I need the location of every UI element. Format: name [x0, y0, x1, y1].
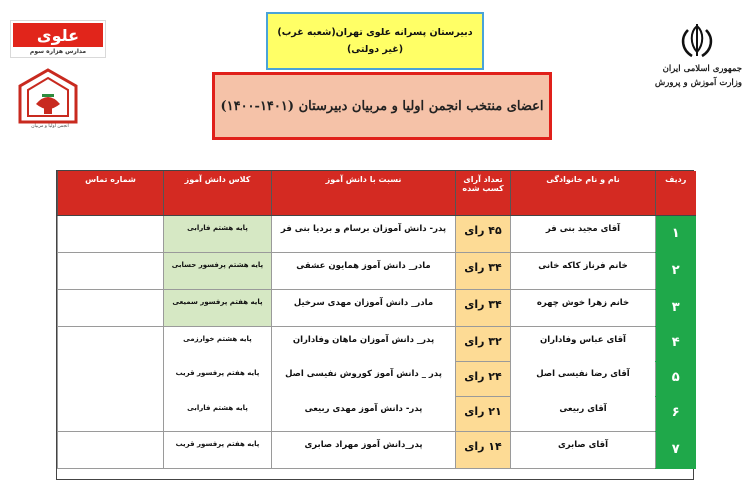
- table-row: [58, 289, 696, 326]
- header-votes: تعداد آرای کسب شده: [456, 171, 511, 215]
- row-name: آقای ربیعی: [511, 396, 656, 431]
- row-index: ۳: [656, 289, 696, 326]
- row-class: پایه هفتم پرفسور سمیعی: [164, 289, 272, 326]
- row-class: پایه هفتم پرفسور قریب: [164, 361, 272, 396]
- table-row: [58, 396, 696, 431]
- page-title-box: [212, 72, 552, 140]
- row-relation: پدر- دانش آموزان برسام و بردیا بنی فر: [272, 215, 456, 252]
- alavi-emblem-graphic: [18, 68, 78, 124]
- row-index: ۴: [656, 326, 696, 361]
- row-relation: پدر_ دانش آموزان ماهان وفاداران: [272, 326, 456, 361]
- row-relation: پدر- دانش آموز مهدی ربیعی: [272, 396, 456, 431]
- header-index: ردیف: [656, 171, 696, 215]
- row-class: پایه هشتم فارابی: [164, 215, 272, 252]
- school-type: (غیر دولتی): [346, 44, 404, 55]
- header-class: کلاس دانش آموز: [164, 171, 272, 215]
- row-phone: [58, 431, 164, 468]
- row-class: پایه هشتم پرفسور حسابی: [164, 252, 272, 289]
- row-votes: ۳۴ رای: [456, 252, 511, 289]
- gov-line-2: وزارت آموزش و پرورش: [654, 78, 742, 88]
- school-header-box: [266, 12, 484, 70]
- row-index: ۲: [656, 252, 696, 289]
- row-relation: مادر_ دانش آموزان مهدی سرخیل: [272, 289, 456, 326]
- row-class: پایه هفتم پرفسور قریب: [164, 431, 272, 468]
- iran-emblem-graphic: [652, 22, 742, 60]
- iran-emblem-icon: [652, 22, 744, 106]
- school-name: دبیرستان پسرانه علوی تهران(شعبه غرب): [277, 27, 473, 38]
- row-phone: [58, 215, 164, 252]
- row-name: آقای رضا نفیسی اصل: [511, 361, 656, 396]
- alavi-logo: [10, 20, 106, 58]
- gov-ministry-text: [652, 62, 742, 90]
- alavi-logo-word: علوی: [13, 23, 103, 47]
- row-votes: ۲۱ رای: [456, 396, 511, 431]
- header-relation: نسبت با دانش آموز: [272, 171, 456, 215]
- row-phone: [58, 396, 164, 431]
- row-name: آقای مجید بنی فر: [511, 215, 656, 252]
- row-phone: [58, 361, 164, 396]
- row-relation: پدر _ دانش آموز کوروش نفیسی اصل: [272, 361, 456, 396]
- members-table: [56, 170, 694, 480]
- row-name: خانم فرناز کاکه خانی: [511, 252, 656, 289]
- table-row: [58, 431, 696, 468]
- row-votes: ۲۴ رای: [456, 361, 511, 396]
- row-index: ۵: [656, 361, 696, 396]
- table-row: [58, 326, 696, 361]
- row-phone: [58, 289, 164, 326]
- table-row: [58, 252, 696, 289]
- header-name: نام و نام خانوادگی: [511, 171, 656, 215]
- table-row: [58, 215, 696, 252]
- row-votes: ۴۵ رای: [456, 215, 511, 252]
- row-class: پایه هشتم فارابی: [164, 396, 272, 431]
- row-name: آقای عباس وفاداران: [511, 326, 656, 361]
- alavi-emblem-icon: [18, 68, 78, 134]
- row-index: ۶: [656, 396, 696, 431]
- emblem-caption: انجمن اولیا و مربیان: [31, 124, 69, 129]
- row-votes: ۱۴ رای: [456, 431, 511, 468]
- row-relation: مادر_ دانش آموز همایون عشقی: [272, 252, 456, 289]
- header-phone: شماره تماس: [58, 171, 164, 215]
- row-index: ۱: [656, 215, 696, 252]
- page-title: اعضای منتخب انجمن اولیا و مربیان دبیرستان (۱۴۰۱-۱۴۰۰): [220, 98, 544, 114]
- alavi-logo-subtitle: مدارس هزاره سوم: [29, 48, 87, 55]
- row-relation: پدر_دانش آموز مهراد صابری: [272, 431, 456, 468]
- row-class: پایه هشتم خوارزمی: [164, 326, 272, 361]
- table-row: [58, 361, 696, 396]
- row-votes: ۳۲ رای: [456, 326, 511, 361]
- row-name: آقای صابری: [511, 431, 656, 468]
- row-votes: ۳۴ رای: [456, 289, 511, 326]
- table-header-row: [58, 171, 696, 215]
- row-index: ۷: [656, 431, 696, 468]
- members-table-grid: [57, 171, 696, 469]
- row-phone: [58, 252, 164, 289]
- gov-line-1: جمهوری اسلامی ایران: [662, 64, 742, 74]
- row-phone: [58, 326, 164, 361]
- row-name: خانم زهرا خوش چهره: [511, 289, 656, 326]
